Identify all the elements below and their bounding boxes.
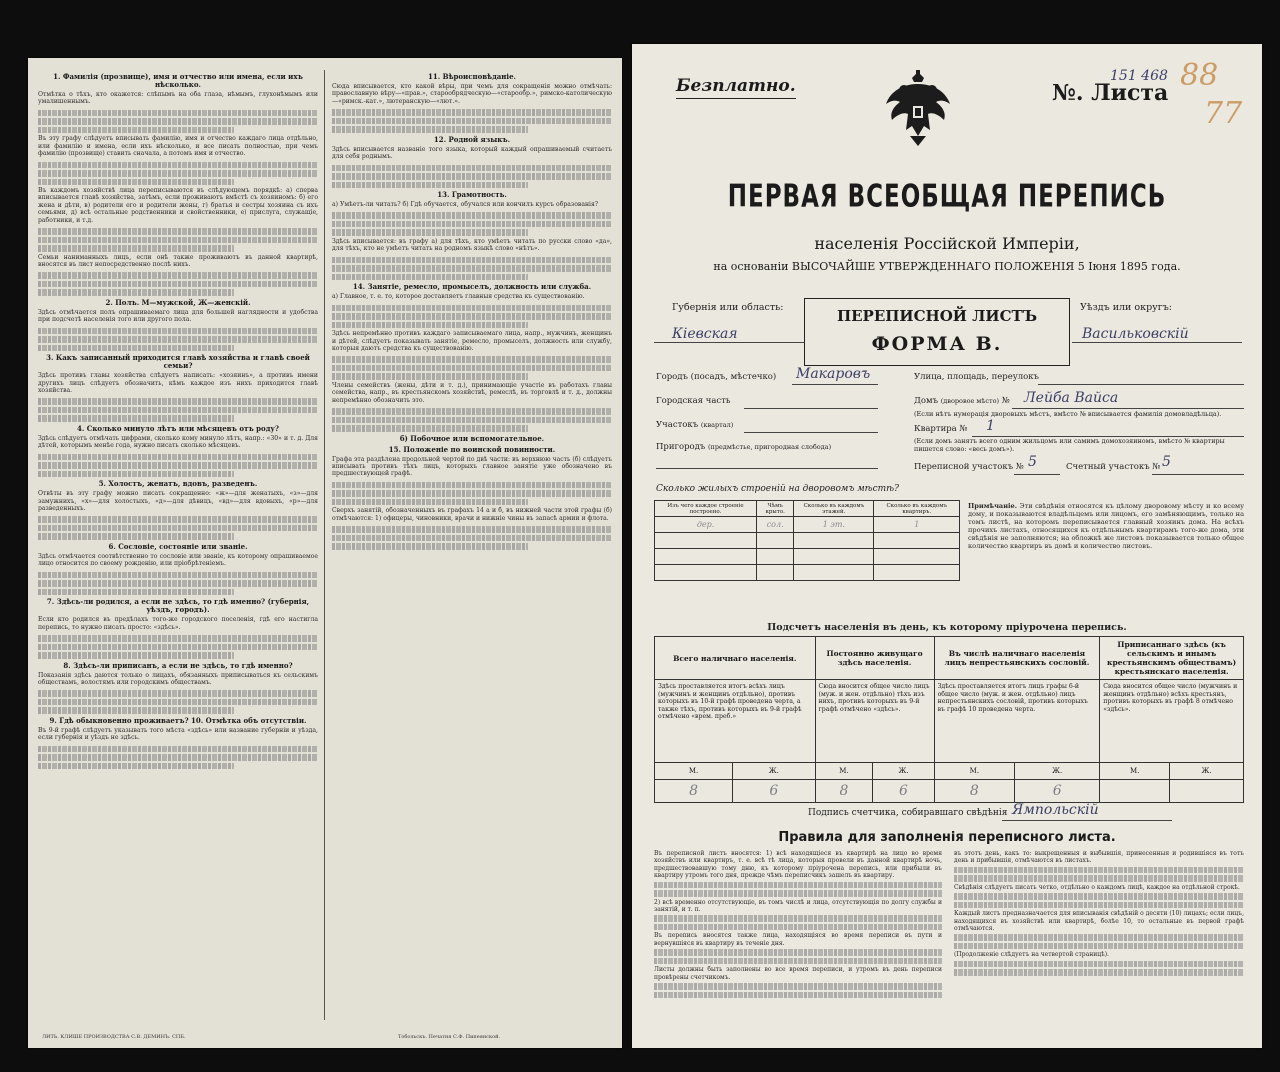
rule-heading: 1. Фамилія (прозвище), имя и отчество или имена, если ихъ нѣсколько.: [53, 72, 303, 89]
form-title-box: [804, 298, 1070, 366]
female-column-label: Ж.: [733, 763, 815, 780]
rule-paragraph: Отвѣты въ эту графу можно писать сокращенно: «ж»—для женатыхъ, «з»—для замужнихъ, «х»—для холостыхъ, «д»—для дѣвицъ, «вд»—для вдовыхъ, «р»—для разведенныхъ.: [38, 490, 318, 513]
small-print-line: [954, 867, 1244, 874]
city-value: Макаровъ: [796, 366, 871, 382]
rule-paragraph: Въ эту графу слѣдуетъ вписывать фамилію, имя и отчество каждаго лица отдѣльно, или фамилію и имена, если ихъ нѣсколько, и все писать полностью, при чемъ фамилію (прозвище) ставить сначала, а потомъ имя и отчество.: [38, 135, 318, 158]
rule-heading: 4. Сколько минуло лѣтъ или мѣсяцевъ отъ роду?: [77, 423, 279, 433]
rule-paragraph: Отмѣтка о тѣхъ, кто окажется: слѣпымъ на оба глаза, нѣмымъ, глухонѣмымъ или умалишеннымъ.: [38, 91, 318, 106]
male-column-label: М.: [655, 763, 733, 780]
small-print-line: [654, 890, 942, 897]
rule-paragraph: Здѣсь вписывается названіе того языка, который каждый опрашиваемый считаетъ для себя роднымъ.: [332, 145, 612, 161]
small-print-line: [332, 274, 528, 281]
small-print-line: [38, 118, 318, 125]
small-print-line: [954, 961, 1244, 968]
form-title: ПЕРЕПИСНОЙ ЛИСТЪ: [836, 307, 1038, 325]
buildings-table: [654, 500, 960, 581]
buildings-question: Сколько жилыхъ строеній на дворовомъ мѣстѣ?: [656, 484, 899, 494]
buildings-header-cell: Чѣмъ крыто.: [757, 501, 794, 517]
red-pencil-mark-2: 77: [1204, 96, 1243, 131]
rule-paragraph: (Продолженіе слѣдуетъ на четвертой страницѣ).: [954, 951, 1109, 959]
house-label: Домъ (дворовое мѣсто) №: [914, 396, 1010, 406]
rule-paragraph: въ этотъ день, какъ то: выкрещенныя и выбывшія, принесенныя и родившіяся въ тотъ день и прибывшія, отмѣчаются въ листахъ.: [954, 850, 1244, 865]
sheet-number-label: №. Листа: [1052, 80, 1169, 106]
population-count-title: Подсчетъ населенія въ день, къ которому пріурочена перепись.: [767, 622, 1127, 633]
small-print-line: [38, 690, 318, 697]
male-column-label: М.: [934, 763, 1015, 780]
census-area-label: Переписной участокъ №: [914, 462, 1024, 472]
rule-paragraph: Сюда вписывается, кто какой вѣры, при чемъ для сокращенія можно отмѣчать: православную вѣру—«прав.», старообрядческую—«старообр.», римско-католическую—«римск.-кат.», лютеранскую—«лют.».: [332, 83, 612, 105]
small-print-line: [38, 179, 234, 186]
small-print-line: [38, 228, 318, 235]
section-field: [744, 432, 878, 433]
rule-heading: 15. Положеніе по воинской повинности.: [388, 444, 556, 454]
buildings-header-cell: Изъ чего каждое строеніе построено.: [655, 501, 757, 517]
small-print-line: [38, 644, 318, 651]
counting-area-value: 5: [1162, 454, 1171, 470]
small-print-line: [38, 237, 318, 244]
small-print-line: [38, 699, 318, 706]
rule-paragraph: Семьи наниманныхъ лицъ, если онѣ также проживаютъ въ данной квартирѣ, вносятся въ лист непосредственно послѣ нихъ.: [38, 253, 318, 268]
small-print-line: [332, 221, 612, 228]
count-value-cell: 6: [1015, 780, 1100, 803]
suburb-label: Пригородъ (предмѣстье, пригородная слобода): [656, 442, 832, 452]
small-print-line: [38, 281, 318, 288]
small-print-line: [332, 373, 528, 380]
small-print-line: [38, 328, 318, 335]
small-print-line: [38, 652, 234, 659]
rule-heading: 3. Какъ записанный приходится главѣ хозяйства и главѣ своей семьи?: [46, 353, 310, 371]
small-print-line: [332, 109, 612, 116]
small-print-line: [38, 415, 234, 422]
apartment-label: Квартира №: [914, 424, 968, 434]
free-label: Безплатно.: [676, 76, 796, 96]
female-column-label: Ж.: [1015, 763, 1100, 780]
small-print-line: [654, 992, 942, 999]
male-column-label: М.: [1100, 763, 1170, 780]
rule-paragraph: а) Главное, т. е. то, которое доставляетъ главныя средства къ существованію.: [332, 293, 585, 301]
city-label: Городъ (посадъ, мѣстечко): [656, 372, 777, 382]
small-print-line: [38, 707, 234, 714]
rule-heading: 7. Здѣсь-ли родился, а если не здѣсь, то гдѣ именно? (губернія, уѣздъ, городъ).: [46, 597, 310, 615]
city-field: [792, 384, 878, 385]
census-area-value: 5: [1028, 454, 1037, 470]
small-print-line: [954, 934, 1244, 941]
count-value-cell: 6: [733, 780, 815, 803]
small-print-line: [332, 257, 612, 264]
house-note: (Если нѣтъ нумерація дворовыхъ мѣстъ, вмѣсто № вписывается фамилія домовладѣльца).: [914, 410, 1222, 418]
small-print-line: [332, 322, 528, 329]
buildings-header-cell: Сколько въ каждомъ квартиръ.: [874, 501, 960, 517]
apartment-note: (Если домъ занятъ всего одним жильцомъ или самимъ домохозяиномъ, вмѣсто № квартиры пишется слово: «весь домъ»).: [914, 437, 1225, 453]
enumerator-signature-label: Подпись счетчика, собиравшаго свѣдѣнія: [808, 808, 1008, 818]
small-print-line: [38, 454, 318, 461]
small-print-line: [332, 265, 612, 272]
rule-paragraph: Листы должны быть заполнены во все время переписи, и утромъ въ день переписи провѣрены счетчикомъ.: [654, 966, 942, 981]
rule-paragraph: Въ перепись вносятся также лица, находящіяся во время переписи въ пути и вернувшіяся въ квартиру въ теченіе дня.: [654, 932, 942, 947]
rule-paragraph: Показанія здѣсь даются только о лицахъ, обязанныхъ приписываться къ сельскимъ обществамъ, волостямъ или городскимъ обществамъ.: [38, 671, 318, 686]
count-value-cell: 8: [815, 780, 873, 803]
small-print-line: [654, 924, 942, 931]
counting-area-label: Счетный участокъ №: [1066, 462, 1161, 472]
count-note-cell: Здѣсь проставляется итогъ лицъ графы 6-й общее число (муж. и жен. отдѣльно) лицъ непрестьянскихъ сословій, противъ которыхъ въ графѣ 10 проведена черта.: [934, 680, 1100, 763]
small-print-line: [38, 170, 318, 177]
small-print-line: [332, 313, 612, 320]
small-print-line: [38, 245, 234, 252]
rule-paragraph: Здѣсь отмѣчается полъ опрашиваемаго лица для большей наглядности и удобства при подсчетѣ населенія того или другого пола.: [38, 308, 318, 324]
column-divider: [324, 70, 325, 1020]
male-column-label: М.: [815, 763, 873, 780]
small-print-line: [38, 345, 234, 352]
count-note-cell: Сюда вносится общее число (мужчинъ и женщинъ отдѣльно) всѣхъ крестьянъ, противъ которыхъ въ графѣ 8 отмѣчено «здѣсь».: [1100, 680, 1244, 763]
rule-heading: 11. Вѣроисповѣданіе.: [428, 72, 516, 81]
province-field: [654, 342, 804, 343]
section-label: Участокъ (квартал): [656, 420, 734, 430]
small-print-line: [954, 902, 1244, 909]
small-print-line: [332, 305, 612, 312]
small-print-line: [332, 356, 612, 363]
census-title: ПЕРВАЯ ВСЕОБЩАЯ ПЕРЕПИСЬ: [727, 179, 1167, 215]
female-column-label: Ж.: [873, 763, 934, 780]
small-print-line: [332, 535, 612, 542]
right-page: [632, 44, 1262, 1048]
population-count-table: [654, 636, 1244, 803]
small-print-line: [38, 525, 318, 532]
rule-paragraph: Графа эта раздѣлена продольной чертой по двѣ части: въ верхнюю часть (б) слѣдуетъ вписывать противъ тѣхъ лицъ, которыхъ главное занятіе уже обозначено въ предшествующей графѣ.: [332, 455, 612, 478]
small-print-line: [332, 173, 612, 180]
rule-heading: 5. Холостъ, женатъ, вдовъ, разведенъ.: [98, 479, 258, 489]
count-value-cell: [1170, 780, 1244, 803]
count-value-cell: 8: [655, 780, 733, 803]
buildings-value-cell: сол.: [757, 517, 794, 533]
small-print-line: [954, 969, 1244, 976]
small-print-line: [332, 118, 612, 125]
imperial-eagle-emblem: [882, 70, 954, 148]
small-print-line: [954, 875, 1244, 882]
enumerator-signature-field: [1002, 820, 1172, 821]
small-print-line: [332, 212, 612, 219]
rule-paragraph: Здѣсь противъ главы хозяйства слѣдуетъ написать: «хозяинъ», а противъ имени другихъ лицъ слѣдуетъ обозначить, кѣмъ каждое изъ нихъ приходится главѣ хозяйства.: [38, 372, 318, 394]
small-print-line: [654, 882, 942, 889]
count-header-cell: Въ числѣ наличнаго населенія лицъ непрестьянскихъ сословій.: [934, 637, 1100, 680]
rule-paragraph: Здѣсь вписывается: въ графу а) для тѣхъ, кто умѣетъ читать по русски слово «да», для тѣхъ, кто не умѣетъ читать на родномъ языкѣ слово «нѣтъ».: [332, 237, 612, 253]
count-note-cell: Здѣсь проставляется итогъ всѣхъ лицъ (мужчинъ и женщинъ отдѣльно), противъ которыхъ въ 10-й графѣ проведена черта, а также тѣхъ, противъ которыхъ въ 9-й графѣ отмѣчено «врем. преб.»: [655, 680, 816, 763]
rule-paragraph: Въ каждомъ хозяйствѣ лица переписываются въ слѣдующемъ порядкѣ: а) сперва вписывается главѣ хозяйства, затѣмъ, если проживаютъ вмѣстѣ съ хозяиномъ: б) его жена и дѣти, в) родители его и родители жены, г) братья и сестры хозяина съ ихъ семьями, д) всѣ остальные родственники и свойственники, е) прислуга, служащіе, работники, и т.д.: [38, 187, 318, 224]
small-print-line: [954, 943, 1244, 950]
small-print-line: [332, 482, 612, 489]
rule-paragraph: Сверхъ занятій, обозначенныхъ въ графахъ 14 а и б, въ нижней части этой графы (б) отмѣчаются: 1) офицеры, чиновники, врачи и нижніе чины въ запасѣ армии и флота.: [332, 507, 612, 522]
small-print-line: [654, 958, 942, 965]
rules-column-2: [332, 70, 612, 1020]
rule-heading: 8. Здѣсь-ли приписанъ, а если не здѣсь, то гдѣ именно?: [63, 660, 293, 670]
census-subtitle: населенія Россійской Имперіи,: [814, 234, 1080, 253]
count-header-cell: Всего наличнаго населенія.: [655, 637, 816, 680]
small-print-line: [38, 407, 318, 414]
small-print-line: [332, 365, 612, 372]
rules-right-column-2: [954, 850, 1244, 1010]
form-letter: ФОРМА В.: [871, 333, 1003, 355]
census-area-field: [1014, 474, 1060, 475]
rule-heading: 12. Родной языкъ.: [433, 134, 511, 144]
census-basis: на основаніи ВЫСОЧАЙШЕ УТВЕРЖДЕННАГО ПОЛОЖЕНІЯ 5 Іюня 1895 года.: [713, 260, 1181, 273]
count-value-cell: 6: [873, 780, 934, 803]
printer-footer-middle: Тобольскъ. Печатня С.Ф. Пипеянской.: [398, 1034, 501, 1040]
small-print-line: [38, 746, 318, 753]
rule-heading: 13. Грамотность.: [437, 190, 507, 200]
small-print-line: [332, 182, 528, 189]
rule-paragraph: Если кто родился въ предѣлахъ того-же городского поселенія, гдѣ его настигла перепись, то нужно писать просто: «здѣсь».: [38, 616, 318, 631]
small-print-line: [332, 425, 528, 432]
count-note-cell: Сюда вносится общее число лицъ (муж. и жен. отдѣльно) тѣхъ изъ нихъ, противъ которыхъ въ 9-й графѣ отмѣчено «здѣсь».: [815, 680, 934, 763]
province-label: Губернія или область:: [672, 302, 784, 313]
count-value-cell: 8: [934, 780, 1015, 803]
small-print-line: [38, 589, 234, 596]
small-print-line: [654, 983, 942, 990]
province-value: Кіевская: [672, 326, 738, 342]
buildings-value-cell: 1 эт.: [794, 517, 874, 533]
district-field: [1072, 342, 1242, 343]
suburb-field: [656, 468, 878, 469]
small-print-line: [38, 462, 318, 469]
rule-paragraph: Здѣсь непремѣнно противъ каждаго записываемаго лица, напр., мужчинъ, женщинъ и дѣтей, слѣдуетъ показывать занятіе, ремесло, промыселъ, должность или службу, которыя даютъ средства къ существованію.: [332, 330, 612, 352]
rule-heading: 2. Полъ. М—мужской, Ж—женскій.: [105, 297, 251, 307]
rule-paragraph: Свѣдѣнія слѣдуетъ писать четко, отдѣльно о каждомъ лицѣ, каждое на отдѣльной строкѣ.: [954, 883, 1240, 891]
left-page: [28, 58, 622, 1048]
rule-paragraph: Здѣсь слѣдуетъ отмѣчать цифрами, сколько кому минуло лѣтъ, напр.: «30» и т. д. Для дѣтей, которымъ менѣе года, нужно писать сколько мѣсяцевъ.: [38, 434, 318, 450]
small-print-line: [38, 398, 318, 405]
rule-heading: 9. Гдѣ обыкновенно проживаетъ? 10. Отмѣтка объ отсутствіи.: [49, 715, 307, 725]
street-field: [1038, 384, 1244, 385]
rule-paragraph: Каждый листъ предназначается для вписыванія свѣдѣній о десяти (10) лицахъ; если лицъ, находящихся въ хозяйствѣ или квартирѣ, болѣе 10, то остальные въ первой графѣ отмѣчаются.: [954, 910, 1244, 933]
small-print-line: [38, 763, 234, 770]
count-value-cell: [1100, 780, 1170, 803]
rule-paragraph: а) Умѣетъ-ли читать? б) Гдѣ обучается, обучался или кончилъ курсъ образованія?: [332, 201, 599, 209]
rule-heading: б) Побочное или вспомогательное.: [399, 433, 545, 443]
rule-paragraph: 2) всѣ временно отсутствующіе, въ томъ числѣ и лица, отсутствующія по долгу службы и занятій, и т. п.: [654, 898, 942, 914]
small-print-line: [332, 490, 612, 497]
house-value: Лейба Вайса: [1024, 390, 1119, 406]
female-column-label: Ж.: [1170, 763, 1244, 780]
small-print-line: [654, 949, 942, 956]
rule-heading: 6. Сословіе, состояніе или званіе.: [108, 541, 248, 551]
house-field: [1012, 408, 1244, 409]
small-print-line: [332, 408, 612, 415]
small-print-line: [38, 572, 318, 579]
sheet-number-value: 151 468: [1110, 68, 1168, 84]
small-print-line: [38, 110, 318, 117]
small-print-line: [38, 580, 318, 587]
small-print-line: [332, 526, 612, 533]
rules-title: Правила для заполненія переписного листа.: [778, 830, 1116, 845]
rule-heading: 14. Занятіе, ремесло, промыселъ, должность или служба.: [352, 282, 592, 292]
small-print-line: [38, 754, 318, 761]
small-print-line: [38, 533, 234, 540]
buildings-value-cell: дер.: [655, 517, 757, 533]
district-label: Уѣздъ или округъ:: [1080, 302, 1172, 313]
buildings-value-cell: 1: [874, 517, 960, 533]
district-value: Васильковскій: [1082, 326, 1189, 342]
rule-paragraph: Здѣсь отмѣчается соотвѣтственно то сословіе или званіе, къ которому опрашиваемое лицо относится по своему рожденію, или пріобрѣтеніемъ.: [38, 552, 318, 568]
small-print-line: [332, 229, 528, 236]
small-print-line: [38, 336, 318, 343]
small-print-line: [332, 165, 612, 172]
remark-text: Эти свѣдѣнія относятся къ цѣлому дворовому мѣсту и ко всему дому, и показываются владѣльцемъ или лицомъ, его замѣняющимъ, только на томъ листѣ, на которомъ переписывается главный хозяинъ дома. На всѣхъ прочихъ листахъ, относящихся къ отдѣльнымъ квартирамъ того-же дома, эти свѣдѣнія не заполняются; на обложкѣ же листовъ показывается только общее количество квартиръ въ домѣ и количество листовъ.: [968, 502, 1244, 550]
small-print-line: [38, 289, 234, 296]
count-header-cell: Постоянно живущаго здѣсь населенія.: [815, 637, 934, 680]
small-print-line: [332, 417, 612, 424]
small-print-line: [38, 272, 318, 279]
apartment-value: 1: [986, 418, 995, 434]
city-part-field: [744, 408, 878, 409]
small-print-line: [332, 543, 528, 550]
buildings-remark: [968, 502, 1244, 550]
small-print-line: [654, 915, 942, 922]
small-print-line: [332, 499, 528, 506]
small-print-line: [332, 126, 528, 133]
small-print-line: [38, 162, 318, 169]
small-print-line: [38, 471, 234, 478]
enumerator-signature-value: Ямпольскій: [1012, 802, 1099, 818]
count-header-cell: Приписаннаго здѣсь (къ сельскимъ и инымъ крестьянскимъ обществамъ) крестьянскаго населенія.: [1100, 637, 1244, 680]
rule-paragraph: Въ переписной листъ вносятся: 1) всѣ находящіеся въ квартирѣ на лицо во время хозяйствъ или квартиръ, т. е. всѣ тѣ лица, которыя провели въ данной квартирѣ ночь, предшествовавшую тому дню, къ которому пріурочена перепись, или прибыли въ квартиру утромъ того дня, прежде чѣмъ переписчикъ зашелъ въ квартиру.: [654, 850, 942, 880]
rules-right-column-1: [654, 850, 942, 1010]
remark-title: Примѣчаніе.: [968, 502, 1018, 510]
printer-footer-left: ЛИТЬ. КЛИШЕ ПРОИЗВОДСТВА С.В. ДЕМИНЪ. СПБ.: [42, 1034, 186, 1040]
red-pencil-mark-1: 88: [1180, 58, 1219, 93]
small-print-line: [954, 893, 1244, 900]
small-print-line: [38, 516, 318, 523]
buildings-header-cell: Сколько въ каждомъ этажей.: [794, 501, 874, 517]
counting-area-field: [1152, 474, 1244, 475]
small-print-line: [38, 127, 234, 134]
small-print-line: [38, 635, 318, 642]
street-label: Улица, площадь, переулокъ: [914, 372, 1039, 382]
city-part-label: Городская часть: [656, 396, 731, 406]
rules-column-1: [38, 70, 318, 1020]
rule-paragraph: Члены семействъ (жены, дѣти и т. д.), принимающіе участіе въ работахъ главы семейства, напр., въ крестьянскомъ хозяйствѣ, ремеслѣ, въ торговлѣ и т. д., должны непремѣнно обозначить это.: [332, 381, 612, 404]
rule-paragraph: Въ 9-й графѣ слѣдуетъ указывать того мѣста «здѣсь» или название губерніи и уѣзда, если губернія и уѣздъ не здѣсь.: [38, 726, 318, 742]
